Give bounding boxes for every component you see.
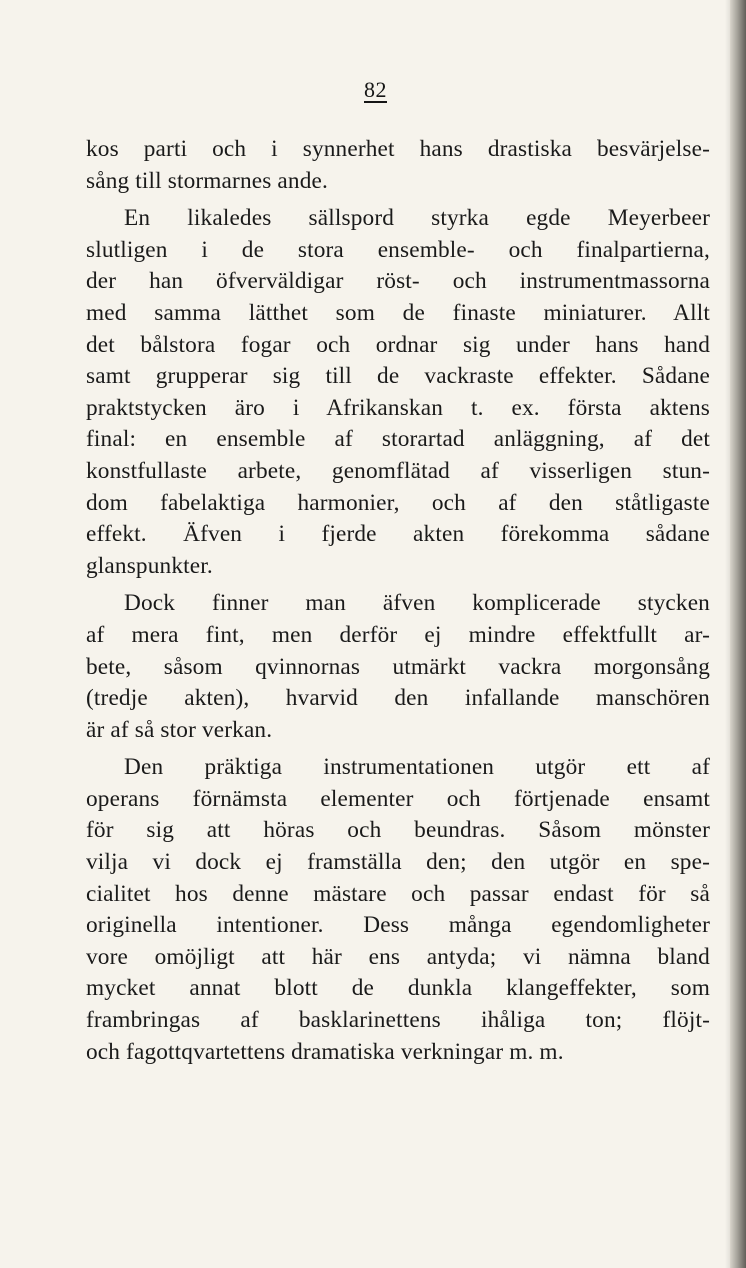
text-line: effekt. Äfven i fjerde akten förekomma sådane (86, 521, 710, 548)
text-line: Den präktiga instrumentationen utgör ett af (124, 754, 710, 781)
text-line: är af så stor verkan. (86, 716, 273, 743)
text-line: af mera fint, men derför ej mindre effektfullt ar- (86, 621, 710, 648)
text-line: originella intentioner. Dess många egendomligheter (86, 912, 710, 939)
adjacent-page-edge (730, 0, 746, 1268)
text-line: glanspunkter. (86, 552, 213, 579)
text-line: slutligen i de stora ensemble- och finalpartierna, (86, 236, 710, 263)
text-line: operans förnämsta elementer och förtjenade ensamt (86, 785, 710, 812)
body-text (86, 134, 710, 1068)
text-line: mycket annat blott de dunkla klangeffekter, som (86, 975, 710, 1002)
text-line: sång till stormarnes ande. (86, 167, 328, 194)
text-line: och fagottqvartettens dramatiska verkningar m. m. (86, 1038, 564, 1065)
text-line: konstfullaste arbete, genomflätad af visserligen stun- (86, 457, 710, 484)
text-line: dom fabelaktiga harmonier, och af den ståtligaste (86, 489, 710, 516)
text-line: kos parti och i synnerhet hans drastiska besvärjelse- (86, 136, 710, 162)
text-line: samt grupperar sig till de vackraste effekter. Sådane (86, 363, 710, 390)
text-line: (tredje akten), hvarvid den infallande manschören (86, 685, 710, 712)
text-line: Dock finner man äfven komplicerade stycken (124, 590, 710, 617)
text-line: cialitet hos denne mästare och passar endast för så (86, 880, 710, 907)
text-line: det bålstora fogar och ordnar sig under hans hand (86, 331, 710, 358)
text-line: final: en ensemble af storartad anläggning, af det (86, 426, 710, 453)
page-number: 82 (364, 77, 387, 102)
text-line: der han öfverväldigar röst- och instrumentmassorna (86, 268, 710, 295)
text-line: frambringas af basklarinettens ihåliga ton; flöjt- (86, 1007, 710, 1034)
text-line: vore omöjligt att här ens antyda; vi nämna bland (86, 943, 710, 970)
text-line: med samma lätthet som de finaste miniaturer. Allt (86, 299, 710, 326)
text-line: praktstycken äro i Afrikanskan t. ex. första aktens (86, 394, 710, 421)
text-line: En likaledes sällspord styrka egde Meyerbeer (124, 205, 710, 232)
text-line: bete, såsom qvinnornas utmärkt vackra morgonsång (86, 653, 710, 680)
text-line: för sig att höras och beundras. Såsom mönster (86, 817, 710, 844)
text-line: vilja vi dock ej framställa den; den utgör en spe- (86, 849, 710, 876)
